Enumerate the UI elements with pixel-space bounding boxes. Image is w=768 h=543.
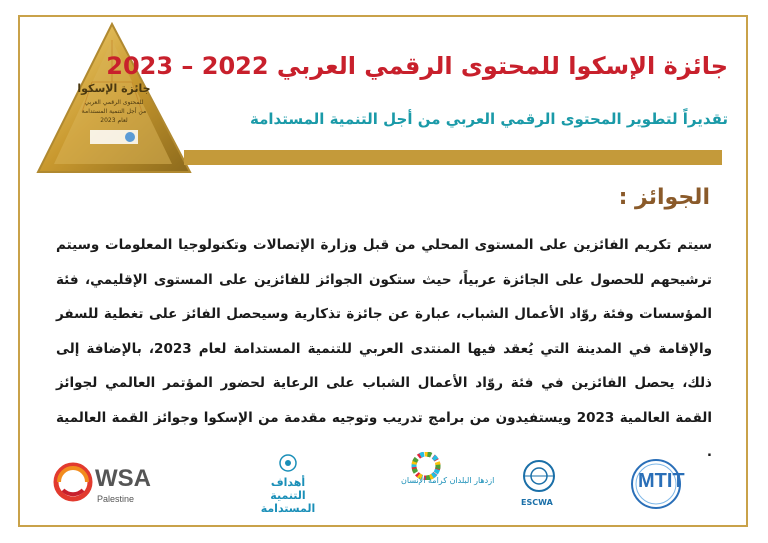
sdg-line2: التنمية [270,489,306,502]
sdg-un-emblem-icon [279,454,297,472]
sdg-logo [258,454,318,515]
wsa-globe-icon [53,462,93,502]
escwa-name: ESCWA [521,498,553,507]
mtit-name: MTIT [638,470,685,492]
page-subtitle: تقديراً لتطوير المحتوى الرقمي العربي من أجل التنمية المستدامة [250,110,728,128]
prizes-heading: الجوائز : [618,185,710,210]
badge-line3: من أجل التنمية المستدامة [81,108,147,115]
wsa-logo [53,462,173,506]
escwa-logo [401,452,571,512]
page-title: جائزة الإسكوا للمحتوى الرقمي العربي 2022 – 2023 [106,52,728,80]
badge-line2: للمحتوى الرقمي العربي [84,99,144,106]
prizes-description [56,228,712,470]
wsa-name: WSA [95,465,151,492]
sdg-line1: أهداف [270,476,306,489]
badge-line1: جائزة الإسكوا [77,82,151,95]
gold-divider-bar [184,150,722,165]
escwa-caption: ازدهار البلدان كرامة الإنسان [401,476,495,485]
un-emblem-icon [521,458,557,494]
mtit-logo [626,454,716,514]
partner-logos [18,448,748,518]
prizes-paragraph: سيتم تكريم الفائزين على المستوى المحلي من قبل وزارة الإتصالات وتكنولوجيا المعلومات وسيتم ترشيحهم للحصول على الجائزة عربياً، حيث ستكون الجوائز للفائزين على المستوى الإقليمي، فئة المؤسسات وفئة روّاد الأعمال الشباب، عبارة عن جائزة تذكارية وسيحصل الفائز على تغطية للسفر والإقامة في المدينة التي يُعقد فيها المنتدى العربي للتنمية المستدامة لعام 2023، بالإضافة إلى ذلك، يحصل الفائزين في فئة روّاد الأعمال الشباب على الرعاية لحضور المؤتمر العالمي لجوائز القمة العالمية 2023 ويستفيدون من برامج تدريب وتوجيه مقدمة من الإسكوا وجوائز القمة العالمية . [56,237,712,460]
badge-line4: لعام 2023 [100,117,128,124]
wsa-sub: Palestine [97,494,135,504]
sdg-line3: المستدامة [260,502,316,515]
